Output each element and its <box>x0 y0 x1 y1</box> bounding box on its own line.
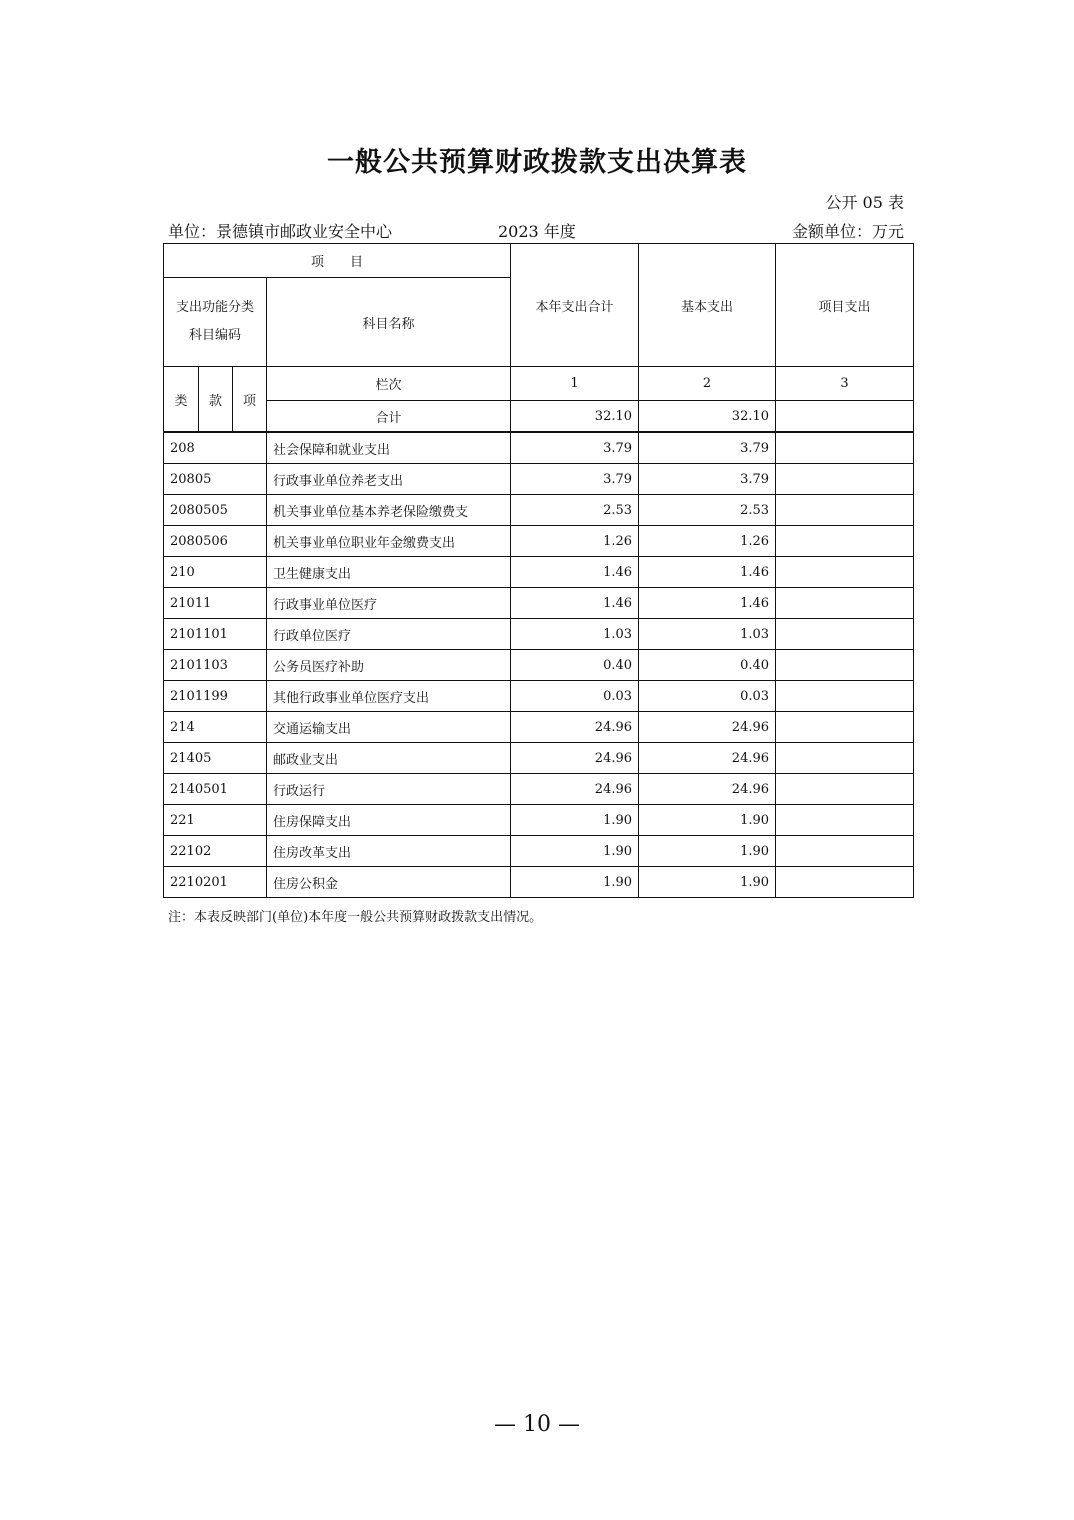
row-basic: 1.90 <box>639 836 776 867</box>
row-code: 2140501 <box>164 774 267 805</box>
row-basic: 0.03 <box>639 681 776 712</box>
row-name: 行政运行 <box>267 774 511 805</box>
row-total: 1.26 <box>511 526 639 557</box>
row-basic: 1.03 <box>639 619 776 650</box>
row-code: 214 <box>164 712 267 743</box>
header-kuan: 款 <box>199 367 233 433</box>
table-row <box>164 867 914 898</box>
table-row <box>164 805 914 836</box>
table-row <box>164 432 914 464</box>
row-project <box>776 681 914 712</box>
table-row <box>164 712 914 743</box>
row-total: 1.46 <box>511 588 639 619</box>
row-basic: 1.90 <box>639 805 776 836</box>
row-code: 2101103 <box>164 650 267 681</box>
row-code: 2101199 <box>164 681 267 712</box>
header-lei: 类 <box>164 367 199 433</box>
row-basic: 3.79 <box>639 432 776 464</box>
row-basic: 1.90 <box>639 867 776 898</box>
row-basic: 24.96 <box>639 743 776 774</box>
row-name: 行政事业单位养老支出 <box>267 464 511 495</box>
row-total: 2.53 <box>511 495 639 526</box>
row-total: 0.03 <box>511 681 639 712</box>
row-code: 2101101 <box>164 619 267 650</box>
row-project <box>776 619 914 650</box>
row-project <box>776 588 914 619</box>
unit-label: 单位：景德镇市邮政业安全中心 <box>168 222 393 241</box>
table-row <box>164 681 914 712</box>
header-col3: 3 <box>776 367 914 401</box>
row-basic: 1.46 <box>639 557 776 588</box>
table-row <box>164 526 914 557</box>
row-code: 21405 <box>164 743 267 774</box>
table-row <box>164 650 914 681</box>
row-total: 1.03 <box>511 619 639 650</box>
table-row <box>164 495 914 526</box>
row-name: 行政事业单位医疗 <box>267 588 511 619</box>
table-row <box>164 464 914 495</box>
header-subject-name: 科目名称 <box>267 278 511 367</box>
header-code <box>164 278 267 367</box>
row-code: 221 <box>164 805 267 836</box>
header-col2: 2 <box>639 367 776 401</box>
row-basic: 1.26 <box>639 526 776 557</box>
table-row <box>164 836 914 867</box>
page-number: — 10 — <box>494 1412 580 1437</box>
row-project <box>776 805 914 836</box>
header-code-line1: 支出功能分类 <box>175 300 254 315</box>
row-basic: 1.46 <box>639 588 776 619</box>
total-label: 合计 <box>267 401 511 433</box>
row-basic: 3.79 <box>639 464 776 495</box>
form-number: 公开 05 表 <box>825 193 904 212</box>
row-project <box>776 464 914 495</box>
row-name: 机关事业单位基本养老保险缴费支 <box>267 495 511 526</box>
row-project <box>776 495 914 526</box>
row-name: 卫生健康支出 <box>267 557 511 588</box>
total-basic: 32.10 <box>639 401 776 433</box>
row-name: 公务员医疗补助 <box>267 650 511 681</box>
row-basic: 24.96 <box>639 712 776 743</box>
row-name: 住房改革支出 <box>267 836 511 867</box>
table-row <box>164 743 914 774</box>
header-col1: 1 <box>511 367 639 401</box>
row-total: 1.90 <box>511 836 639 867</box>
row-name: 住房公积金 <box>267 867 511 898</box>
row-project <box>776 650 914 681</box>
table-row <box>164 557 914 588</box>
row-basic: 2.53 <box>639 495 776 526</box>
row-total: 24.96 <box>511 774 639 805</box>
header-project: 项目支出 <box>776 244 914 367</box>
header-lanci: 栏次 <box>267 367 511 401</box>
row-name: 交通运输支出 <box>267 712 511 743</box>
row-project <box>776 743 914 774</box>
row-total: 1.90 <box>511 867 639 898</box>
table-note: 注：本表反映部门(单位)本年度一般公共预算财政拨款支出情况。 <box>168 910 543 925</box>
row-project <box>776 836 914 867</box>
row-project <box>776 432 914 464</box>
row-basic: 0.40 <box>639 650 776 681</box>
header-code-line2: 科目编码 <box>188 328 241 343</box>
row-code: 22102 <box>164 836 267 867</box>
table-row <box>164 774 914 805</box>
row-name: 住房保障支出 <box>267 805 511 836</box>
header-total: 本年支出合计 <box>511 244 639 367</box>
row-code: 2080505 <box>164 495 267 526</box>
row-name: 行政单位医疗 <box>267 619 511 650</box>
row-project <box>776 774 914 805</box>
row-total: 24.96 <box>511 712 639 743</box>
row-total: 3.79 <box>511 432 639 464</box>
header-basic: 基本支出 <box>639 244 776 367</box>
row-total: 1.90 <box>511 805 639 836</box>
row-code: 208 <box>164 432 267 464</box>
total-project <box>776 401 914 433</box>
row-total: 1.46 <box>511 557 639 588</box>
header-item: 项 目 <box>164 244 511 278</box>
expenditure-table <box>163 243 914 898</box>
row-code: 20805 <box>164 464 267 495</box>
row-total: 24.96 <box>511 743 639 774</box>
row-project <box>776 712 914 743</box>
row-name: 社会保障和就业支出 <box>267 432 511 464</box>
row-name: 机关事业单位职业年金缴费支出 <box>267 526 511 557</box>
year-label: 2023 年度 <box>498 222 576 241</box>
row-total: 3.79 <box>511 464 639 495</box>
row-project <box>776 526 914 557</box>
row-name: 邮政业支出 <box>267 743 511 774</box>
table-row <box>164 619 914 650</box>
row-project <box>776 557 914 588</box>
row-name: 其他行政事业单位医疗支出 <box>267 681 511 712</box>
row-project <box>776 867 914 898</box>
row-code: 21011 <box>164 588 267 619</box>
row-total: 0.40 <box>511 650 639 681</box>
row-basic: 24.96 <box>639 774 776 805</box>
total-sum: 32.10 <box>511 401 639 433</box>
page-title: 一般公共预算财政拨款支出决算表 <box>327 147 747 178</box>
row-code: 2080506 <box>164 526 267 557</box>
header-xiang: 项 <box>233 367 267 433</box>
table-row <box>164 588 914 619</box>
row-code: 2210201 <box>164 867 267 898</box>
row-code: 210 <box>164 557 267 588</box>
amount-unit-label: 金额单位：万元 <box>791 222 904 241</box>
